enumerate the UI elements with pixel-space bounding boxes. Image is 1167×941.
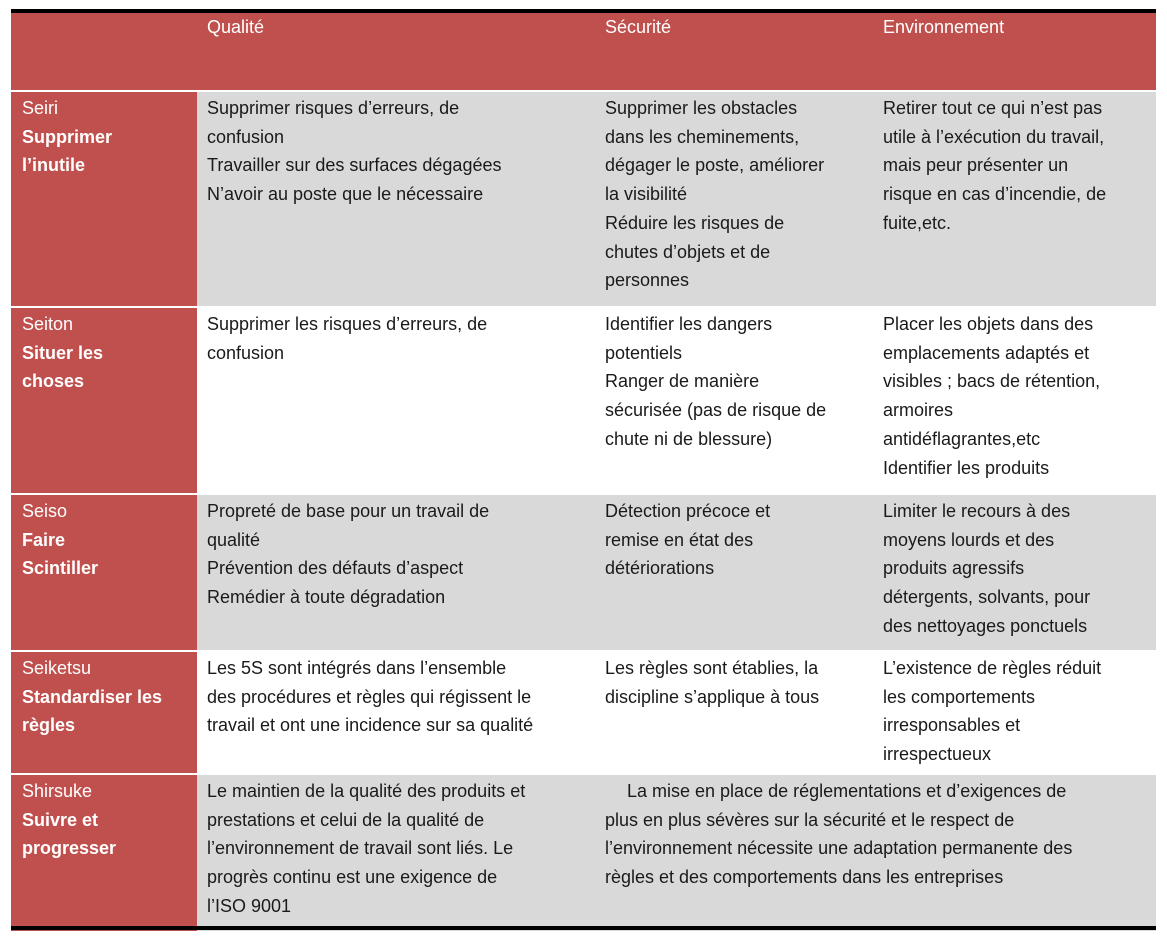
cell-line: Les 5S sont intégrés dans l’ensemble	[207, 658, 507, 678]
cell-line: des procédures et règles qui régissent le	[207, 686, 532, 707]
table-row-seiri	[11, 91, 1156, 307]
cell-environnement	[873, 307, 1156, 494]
cell-line: personnes	[605, 270, 690, 291]
row-label-fr: règles	[22, 715, 76, 736]
row-label-jp: Seiton	[22, 314, 74, 334]
row-label	[11, 494, 197, 651]
cell-line: l’environnement de travail sont liés. Le	[207, 838, 514, 859]
cell-line: sécurisée (pas de risque de	[605, 400, 827, 421]
cell-line: Supprimer les obstacles	[605, 98, 798, 118]
cell-line: armoires	[883, 400, 954, 421]
row-label-fr: Suivre et	[22, 809, 99, 830]
row-label-fr: Standardiser les	[22, 686, 163, 707]
cell-line: Le maintien de la qualité des produits et	[207, 781, 526, 801]
row-label-fr: choses	[22, 371, 85, 392]
row-label-fr: l’inutile	[22, 155, 85, 176]
cell-line: dans les cheminements,	[605, 126, 800, 147]
row-label-jp: Seiketsu	[22, 658, 92, 678]
cell-line: détériorations	[605, 558, 715, 579]
cell-line: règles et des comportements dans les entreprises	[605, 867, 1004, 888]
row-label-fr: Scintiller	[22, 558, 99, 579]
bottom-rule	[11, 926, 1156, 930]
cell-line: discipline s’applique à tous	[605, 686, 820, 707]
cell-securite-environnement	[596, 774, 1156, 931]
cell-line: visibles ; bacs de rétention,	[883, 371, 1101, 392]
row-label	[11, 651, 197, 774]
cell-line: potentiels	[605, 342, 683, 363]
5s-table	[11, 13, 1156, 931]
row-label-fr: Situer les	[22, 342, 104, 363]
row-label	[11, 307, 197, 494]
cell-line: fuite,etc.	[883, 212, 952, 233]
cell-securite	[596, 494, 873, 651]
row-label-fr: Supprimer	[22, 126, 113, 147]
table-row-seiso	[11, 494, 1156, 651]
cell-line: confusion	[207, 342, 285, 363]
cell-line: Limiter le recours à des	[883, 501, 1071, 521]
cell-line: détergents, solvants, pour	[883, 587, 1091, 608]
cell-line: dégager le poste, améliorer	[605, 155, 825, 176]
cell-qualite	[197, 494, 596, 651]
cell-line: Placer les objets dans des	[883, 314, 1094, 334]
header-securite: Sécurité	[596, 13, 873, 91]
cell-line: chutes d’objets et de	[605, 241, 771, 262]
cell-line: confusion	[207, 126, 285, 147]
cell-line: La mise en place de réglementations et d’exigences de	[627, 781, 1067, 801]
table-row-seiketsu	[11, 651, 1156, 774]
row-label-fr: progresser	[22, 838, 117, 859]
cell-line: chute ni de blessure)	[605, 428, 773, 449]
row-label	[11, 91, 197, 307]
cell-line: Travailler sur des surfaces dégagées	[207, 155, 502, 176]
cell-line: Prévention des défauts d’aspect	[207, 558, 464, 579]
cell-qualite	[197, 774, 596, 931]
cell-line: des nettoyages ponctuels	[883, 615, 1088, 636]
cell-qualite	[197, 307, 596, 494]
cell-environnement	[873, 494, 1156, 651]
row-label-fr: Faire	[22, 529, 66, 550]
cell-securite	[596, 91, 873, 307]
header-qualite: Qualité	[197, 13, 596, 91]
cell-line: emplacements adaptés et	[883, 342, 1090, 363]
header-row	[11, 13, 1156, 91]
cell-line: progrès continu est une exigence de	[207, 867, 498, 888]
cell-environnement	[873, 651, 1156, 774]
cell-line: Identifier les produits	[883, 457, 1050, 478]
cell-line: Les règles sont établies, la	[605, 658, 819, 678]
cell-line: antidéflagrantes,etc	[883, 428, 1041, 449]
cell-line: L’existence de règles réduit	[883, 658, 1102, 678]
cell-qualite	[197, 91, 596, 307]
cell-line: risque en cas d’incendie, de	[883, 184, 1107, 205]
cell-line: moyens lourds et des	[883, 529, 1055, 550]
cell-qualite	[197, 651, 596, 774]
cell-line: les comportements	[883, 686, 1036, 707]
cell-line: la visibilité	[605, 184, 688, 205]
cell-securite	[596, 651, 873, 774]
cell-line: Ranger de manière	[605, 371, 760, 392]
row-label-jp: Shirsuke	[22, 781, 93, 801]
cell-line: N’avoir au poste que le nécessaire	[207, 184, 484, 205]
cell-line: plus en plus sévères sur la sécurité et le respect de	[605, 809, 1015, 830]
header-environnement: Environnement	[873, 13, 1156, 91]
cell-securite	[596, 307, 873, 494]
cell-line: irresponsables et	[883, 715, 1021, 736]
cell-line: remise en état des	[605, 529, 754, 550]
cell-line: produits agressifs	[883, 558, 1025, 579]
cell-environnement	[873, 91, 1156, 307]
cell-line: qualité	[207, 529, 261, 550]
cell-line: travail et ont une incidence sur sa qualité	[207, 715, 534, 736]
cell-line: irrespectueux	[883, 744, 992, 765]
cell-line: Propreté de base pour un travail de	[207, 501, 490, 521]
cell-line: Retirer tout ce qui n’est pas	[883, 98, 1103, 118]
row-label-jp: Seiri	[22, 98, 59, 118]
cell-line: Identifier les dangers	[605, 314, 773, 334]
cell-line: Supprimer risques d’erreurs, de	[207, 98, 460, 118]
cell-line: Supprimer les risques d’erreurs, de	[207, 314, 488, 334]
table-row-seiton	[11, 307, 1156, 494]
row-label	[11, 774, 197, 931]
cell-line: utile à l’exécution du travail,	[883, 126, 1105, 147]
cell-line: prestations et celui de la qualité de	[207, 809, 485, 830]
cell-line: Réduire les risques de	[605, 212, 785, 233]
row-label-jp: Seiso	[22, 501, 68, 521]
header-corner	[11, 13, 197, 91]
cell-line: Remédier à toute dégradation	[207, 587, 446, 608]
cell-line: l’ISO 9001	[207, 895, 292, 916]
cell-line: l’environnement nécessite une adaptation permanente des	[605, 838, 1073, 859]
cell-line: mais peur présenter un	[883, 155, 1069, 176]
table-row-shirsuke	[11, 774, 1156, 931]
cell-line: Détection précoce et	[605, 501, 771, 521]
